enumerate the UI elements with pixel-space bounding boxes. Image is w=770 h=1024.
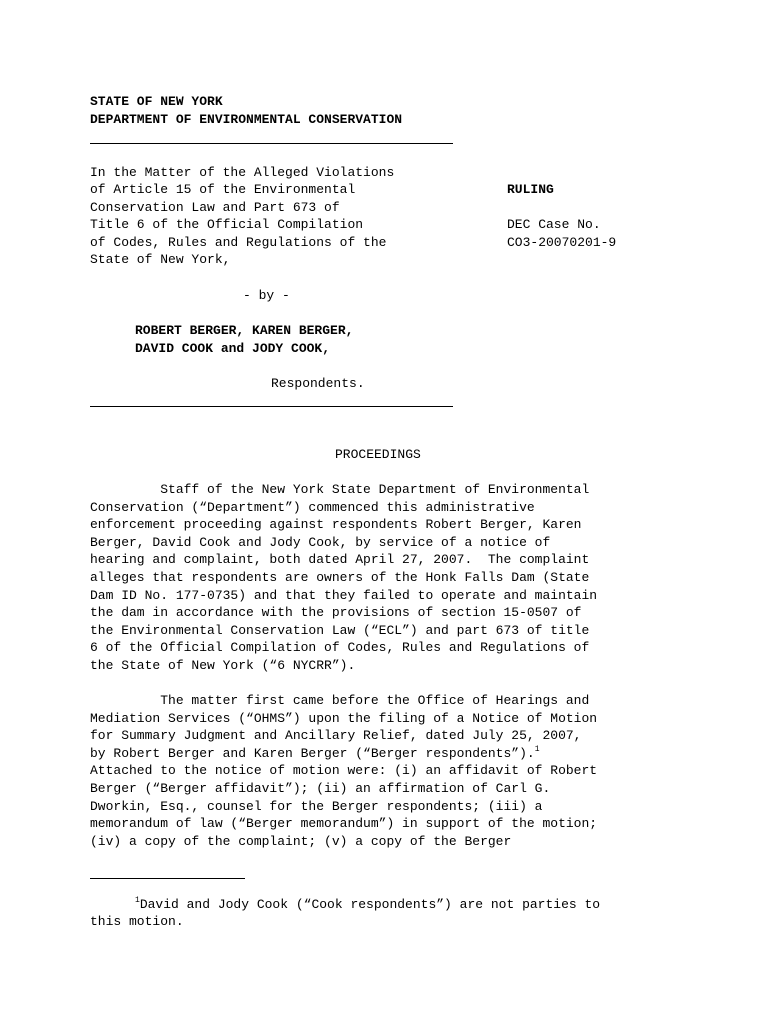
caption-line: In the Matter of the Alleged Violations: [90, 165, 395, 180]
text-line: Attached to the notice of motion were: (i) an affidavit of Robert: [90, 763, 598, 779]
caption-top-rule: [90, 143, 453, 144]
text-line: The matter first came before the Office of Hearings and: [90, 693, 590, 708]
text-line: Staff of the New York State Department of Environmental: [90, 482, 590, 497]
text-line: Conservation (“Department”) commenced this administrative: [90, 499, 535, 515]
respondents-label: Respondents.: [271, 376, 365, 391]
text-line: Berger (“Berger affidavit”); (ii) an affirmation of Carl G.: [90, 780, 551, 796]
caption-line: Conservation Law and Part 673 of: [90, 200, 340, 215]
caption-line: State of New York,: [90, 252, 231, 267]
footnote-marker: 1: [135, 896, 140, 905]
text-line-content: by Robert Berger and Karen Berger (“Berger respondents”).: [90, 745, 535, 761]
text-line: the State of New York (“6 NYCRR”).: [90, 657, 356, 673]
case-number-label: DEC Case No.: [507, 217, 601, 232]
paragraph-proceedings-2: [90, 692, 690, 850]
caption-line: of Article 15 of the Environmental: [90, 182, 356, 197]
text-line: [90, 745, 690, 763]
footnote-line1: [135, 896, 600, 914]
caption-line: of Codes, Rules and Regulations of the: [90, 235, 387, 250]
text-line: enforcement proceeding against respondents Robert Berger, Karen: [90, 517, 582, 533]
ruling-title: RULING: [507, 182, 554, 197]
footnote-reference[interactable]: 1: [534, 744, 540, 754]
agency-department: DEPARTMENT OF ENVIRONMENTAL CONSERVATION: [90, 112, 403, 127]
text-line: the Environmental Conservation Law (“ECL”) and part 673 of title: [90, 622, 590, 638]
text-line: (iv) a copy of the complaint; (v) a copy of the Berger: [90, 833, 512, 849]
section-heading: PROCEEDINGS: [335, 447, 421, 462]
caption-line: Title 6 of the Official Compilation: [90, 217, 364, 232]
footnote-line2: this motion.: [90, 914, 184, 929]
text-line: Dam ID No. 177-0735) and that they failed to operate and maintain: [90, 587, 598, 603]
paragraph-proceedings-1: [90, 481, 690, 675]
text-line: 6 of the Official Compilation of Codes, Rules and Regulations of: [90, 640, 590, 656]
caption-by: - by -: [243, 288, 290, 303]
footnote-separator: [90, 878, 245, 879]
text-line: alleges that respondents are owners of the Honk Falls Dam (State: [90, 569, 590, 585]
text-line: Berger, David Cook and Jody Cook, by service of a notice of: [90, 534, 551, 550]
text-line: memorandum of law (“Berger memorandum”) in support of the motion;: [90, 816, 598, 832]
text-line: the dam in accordance with the provisions of section 15-0507 of: [90, 605, 582, 621]
respondents-names-line2: DAVID COOK and JODY COOK,: [135, 341, 331, 356]
text-line: hearing and complaint, both dated April 27, 2007. The complaint: [90, 552, 590, 568]
agency-state: STATE OF NEW YORK: [90, 94, 223, 109]
text-line: for Summary Judgment and Ancillary Relief, dated July 25, 2007,: [90, 728, 582, 744]
footnote-text: David and Jody Cook (“Cook respondents”) are not parties to: [139, 897, 601, 912]
text-line: Dworkin, Esq., counsel for the Berger respondents; (iii) a: [90, 798, 543, 814]
case-number: CO3-20070201-9: [507, 235, 617, 250]
respondents-names-line1: ROBERT BERGER, KAREN BERGER,: [135, 323, 354, 338]
caption-bottom-rule: [90, 406, 453, 407]
text-line: Mediation Services (“OHMS”) upon the filing of a Notice of Motion: [90, 710, 598, 726]
